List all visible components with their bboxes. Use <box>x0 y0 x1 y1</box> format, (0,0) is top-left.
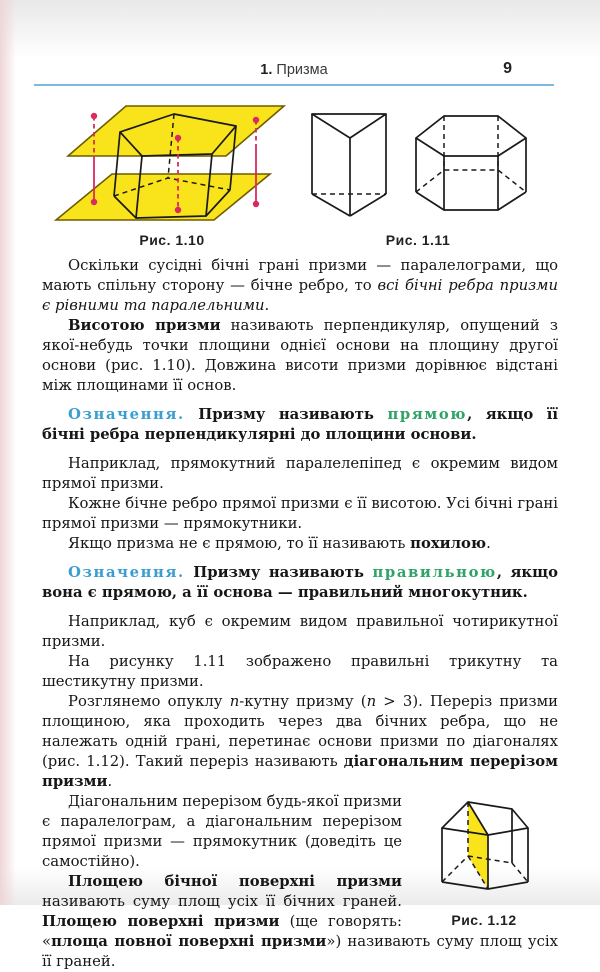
figure-caption: Рис. 1.12 <box>451 912 517 928</box>
paragraph-cuboid-example: Наприклад, прямокутний паралелепіпед є окремим видом прямої призми. <box>42 455 558 492</box>
lower-plane <box>56 174 270 220</box>
section-surface-area <box>42 792 558 972</box>
paragraph-section-shape: Діагональним перерізом будь-якої призми є паралелограм, а діагональним перерізом прямої призми — прямокутник (доведіть це самостійно). <box>42 793 402 870</box>
paragraph-surface-area: Площею бічної поверхні призми називають суму площ усіх її бічних граней. Площею поверхні призми (ще говорять: «площа повної поверхні призми») називають суму площ усіх її граней. <box>42 873 558 970</box>
figure-1-12 <box>410 794 558 928</box>
paragraph-figure-reference: На рисунку 1.11 зображено правильні трикутну та шестикутну призми. <box>42 653 558 690</box>
paragraph-equal-edges: Оскільки сусідні бічні грані призми — паралелограми, що мають спільну сторону — бічне ребро, то всі бічні ребра призми є рівними та паралельними. <box>42 257 558 314</box>
paragraph-cube-example: Наприклад, куб є окремим видом правильної чотирикутної призми. <box>42 613 558 650</box>
figure-1-11 <box>304 100 532 248</box>
chapter-number: 1. <box>260 62 273 78</box>
diagonal-section-prism <box>442 802 528 889</box>
figure-caption: Рис. 1.11 <box>385 232 451 248</box>
figures-row <box>56 100 600 248</box>
paragraph-prism-height: Висотою призми називають перпендикуляр, опущений з якої-небудь точки площини однієї основи на площину другої основи (рис. 1.10). Довжина висоти призми дорівнює відстані між площинами її основ. <box>42 317 558 394</box>
upper-plane <box>68 106 284 156</box>
paragraph-oblique-prism: Якщо призма не є прямою, то її називають похилою. <box>68 535 491 552</box>
paragraph-lateral-faces: Кожне бічне ребро прямої призми є її висотою. Усі бічні грані прямої призми — прямокутники. <box>42 495 558 532</box>
figure-caption: Рис. 1.10 <box>139 232 205 248</box>
hexagonal-prism <box>416 116 526 210</box>
paragraph-diagonal-section: Розглянемо опуклу n-кутну призму (n > 3). Переріз призми площиною, яка проходить через два бічних ребра, що не належать одній грані, перетинає основи призми по діагоналях (рис. 1.12). Такий переріз називають діагональним перерізом призми. <box>42 693 559 790</box>
chapter-title: Призма <box>276 62 328 78</box>
diagonal-section-drawing <box>428 794 540 904</box>
definition-straight-prism: Означення. Призму називають прямою, якщо її бічні ребра перпендикулярні до площини основи. <box>42 406 558 443</box>
page-header <box>34 0 554 86</box>
triangular-prism <box>312 114 386 216</box>
diagonal-section-plane <box>468 802 488 889</box>
definition-regular-prism: Означення. Призму називають правильною, якщо вона є прямою, а її основа — правильний многокутник. <box>42 564 558 601</box>
regular-prisms-drawing <box>304 100 532 224</box>
page-number: 9 <box>503 60 512 77</box>
body-text <box>42 256 558 972</box>
figure-1-10 <box>56 100 288 248</box>
prism-between-planes-drawing <box>56 100 288 224</box>
